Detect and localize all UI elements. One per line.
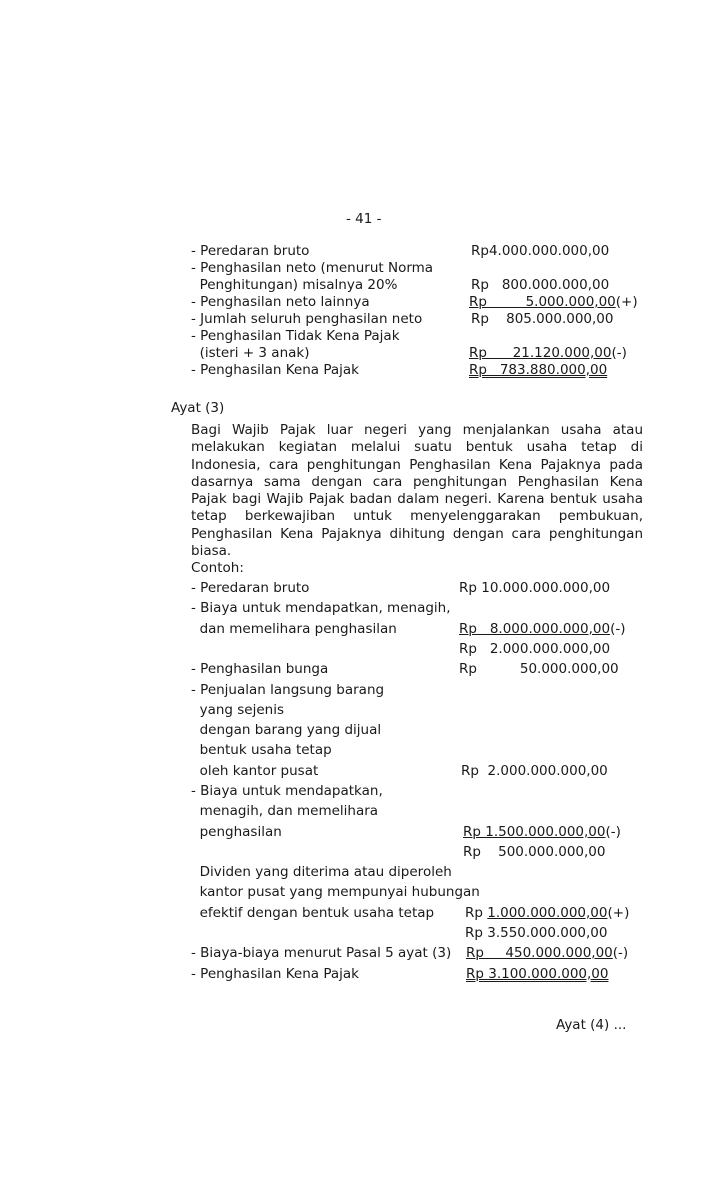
row-amount: Rp 50.000.000,00 <box>459 661 619 677</box>
operator-mark: (-) <box>605 824 621 840</box>
row-amount: Rp 1.500.000.000,00 <box>463 824 606 840</box>
row-amount: Rp 21.120.000,00 <box>469 345 612 361</box>
row-amount-total: Rp 3.100.000.000,00 <box>466 966 609 982</box>
row-amount: Rp 800.000.000,00 <box>471 277 610 293</box>
row-label: Penghitungan) misalnya 20% <box>191 277 398 293</box>
row-amount-group <box>466 945 628 962</box>
body-paragraph: Bagi Wajib Pajak luar negeri yang menjalankan usaha atau melakukan kegiatan melalui suatu bentuk usaha tetap di Indonesia, cara penghitungan Penghasilan Kena Pajaknya pada dasarnya sama dengan cara penghitungan Penghasilan Kena Pajak bagi Wajib Pajak badan dalam negeri. Karena bentuk usaha tetap berkewajiban untuk menyelenggarakan pembukuan, Penghasilan Kena Pajaknya dihitung dengan cara penghitungan biasa. <box>191 422 643 560</box>
example-label: Contoh: <box>191 560 244 576</box>
row-amount-group <box>463 824 621 841</box>
row-label: bentuk usaha tetap <box>191 742 332 758</box>
row-amount: Rp 3.550.000.000,00 <box>465 925 608 941</box>
row-label: oleh kantor pusat <box>191 763 319 779</box>
row-label: penghasilan <box>191 824 282 840</box>
row-label: - Biaya-biaya menurut Pasal 5 ayat (3) <box>191 945 452 961</box>
continuation-note: Ayat (4) ... <box>556 1017 627 1033</box>
operator-mark: (-) <box>611 345 627 361</box>
row-amount: Rp4.000.000.000,00 <box>471 243 610 259</box>
row-amount-group <box>469 294 638 311</box>
row-label: efektif dengan bentuk usaha tetap <box>191 905 435 921</box>
row-label: yang sejenis <box>191 702 284 718</box>
row-amount: 1.000.000.000,00 <box>487 905 608 921</box>
operator-mark: (-) <box>610 621 626 637</box>
currency-prefix: Rp <box>465 905 488 921</box>
row-label: - Jumlah seluruh penghasilan neto <box>191 311 423 327</box>
row-label: dan memelihara penghasilan <box>191 621 397 637</box>
row-label: - Biaya untuk mendapatkan, <box>191 783 383 799</box>
row-amount: Rp 2.000.000.000,00 <box>459 641 611 657</box>
row-amount: Rp 500.000.000,00 <box>463 844 606 860</box>
operator-mark: (-) <box>612 945 629 961</box>
row-amount-group <box>459 621 625 638</box>
row-label: Dividen yang diterima atau diperoleh <box>191 864 452 880</box>
row-label: - Penghasilan Kena Pajak <box>191 362 359 378</box>
row-label: - Peredaran bruto <box>191 243 310 259</box>
row-label: - Penghasilan neto lainnya <box>191 294 370 310</box>
row-label: (isteri + 3 anak) <box>191 345 310 361</box>
row-label: - Penghasilan neto (menurut Norma <box>191 260 434 276</box>
row-amount: Rp 5.000.000,00 <box>469 294 616 310</box>
row-label: - Penghasilan Tidak Kena Pajak <box>191 328 400 344</box>
row-label: - Penghasilan Kena Pajak <box>191 966 359 982</box>
operator-mark: (+) <box>615 294 638 310</box>
row-amount-group <box>465 905 629 922</box>
row-label: dengan barang yang dijual <box>191 722 382 738</box>
operator-mark: (+) <box>607 905 630 921</box>
row-label: menagih, dan memelihara <box>191 803 379 819</box>
row-label: kantor pusat yang mempunyai hubungan <box>191 884 480 900</box>
row-amount: Rp 10.000.000.000,00 <box>459 580 611 596</box>
row-amount: Rp 450.000.000,00 <box>466 945 613 961</box>
row-label: - Biaya untuk mendapatkan, menagih, <box>191 600 451 616</box>
row-amount: Rp 8.000.000.000,00 <box>459 621 611 637</box>
row-label: - Peredaran bruto <box>191 580 310 596</box>
row-amount: Rp 805.000.000,00 <box>471 311 614 327</box>
row-amount-total: Rp 783.880.000,00 <box>469 362 608 378</box>
row-amount-group <box>469 345 627 362</box>
section-heading: Ayat (3) <box>171 400 225 416</box>
page-number: - 41 - <box>346 211 382 227</box>
row-label: - Penjualan langsung barang <box>191 682 385 698</box>
row-label: - Penghasilan bunga <box>191 661 329 677</box>
row-amount: Rp 2.000.000.000,00 <box>461 763 608 779</box>
